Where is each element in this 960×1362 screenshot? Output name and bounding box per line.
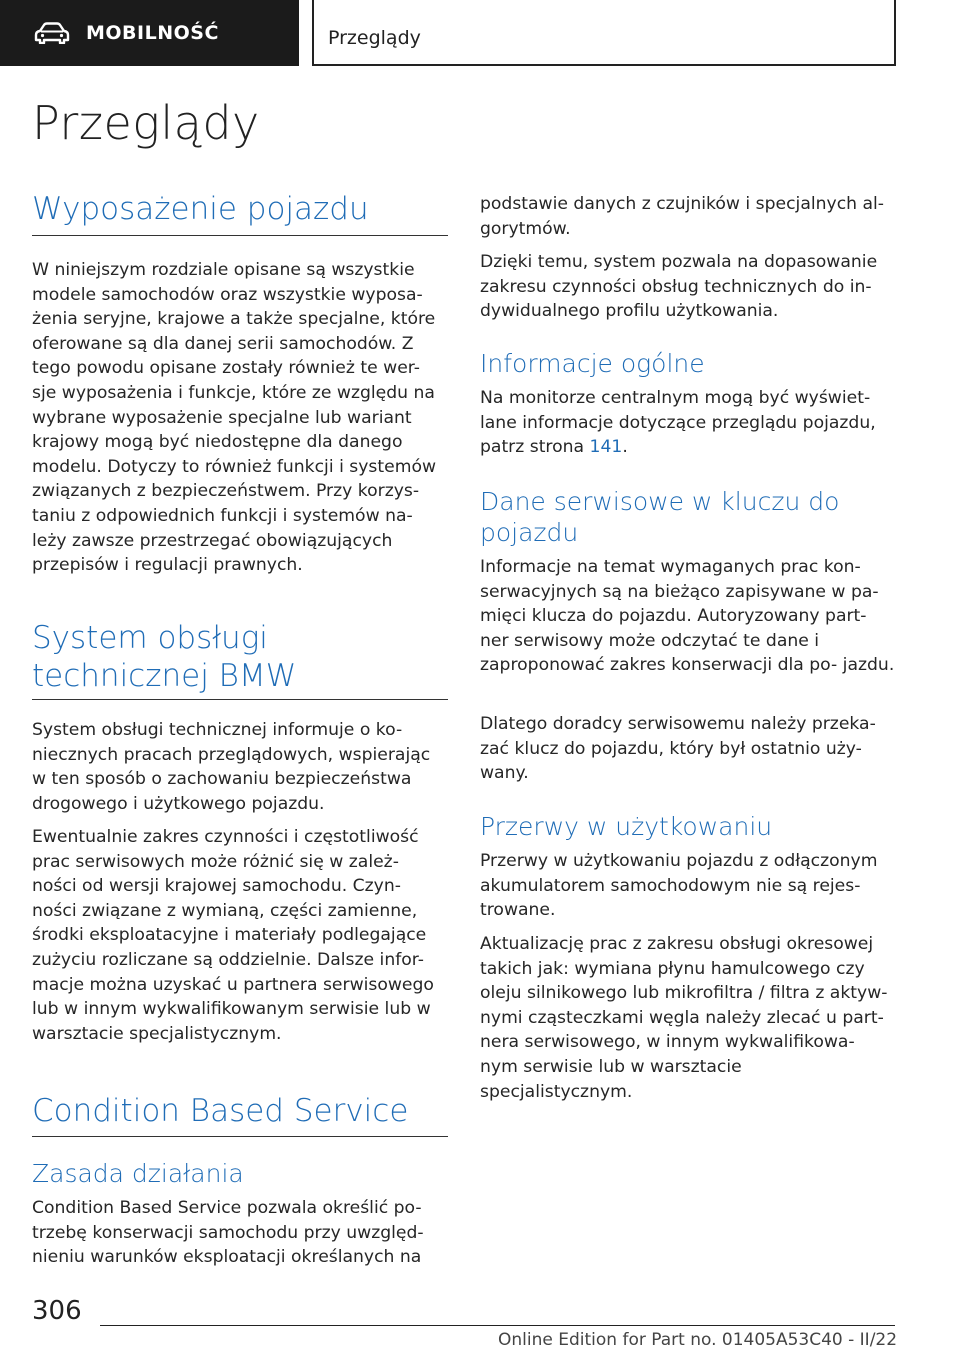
breadcrumb-label: Przeglądy [328, 27, 421, 49]
paragraph-principle-adaptation: Dzięki temu, system pozwala na dopasowanie zakresu czynności obsług technicznych do in- dywidualnego profilu użytkowania. [480, 252, 878, 322]
page-header [0, 0, 960, 66]
heading-equipment: Wyposażenie pojazdu [32, 191, 369, 227]
section-label: MOBILNOŚĆ [86, 22, 219, 44]
heading-maintenance-system: System obsługi technicznej BMW [32, 620, 297, 694]
section-tab [0, 0, 299, 66]
heading-general-info: Informacje ogólne [480, 349, 705, 378]
paragraph-principle: Condition Based Service pozwala określić po- trzebę konserwacji samochodu przy uwzględ- nieniu warunków eksploatacji określanych na [32, 1198, 424, 1268]
page-number: 306 [32, 1296, 82, 1326]
breadcrumb [312, 0, 896, 66]
paragraph-system-2: Ewentualnie zakres czynności i częstotliwość prac serwisowych może różnić się w zależ- ności od wersji krajowej samochodu. Czyn- ności związane z wymianą, części zamienne, środki eksploatacyjne i materiały podlegające zużyciu rozliczane są oddzielnie. Dalsze infor- macje można uzyskać u partnera serwisowego lub w innym wykwalifikowanym serwisie lub w warsztacie specjalistycznym. [32, 827, 434, 1044]
heading-key-service-data: Dane serwisowe w kluczu do pojazdu [480, 487, 840, 547]
paragraph-principle-continued: podstawie danych z czujników i specjalnych al- gorytmów. [480, 194, 885, 239]
divider [32, 699, 448, 700]
general-info-end: . [622, 437, 628, 458]
paragraph-key-data-1: Informacje na temat wymaganych prac kon- serwacyjnych są na bieżąco zapisywane w pa- mięci klucza do pojazdu. Autoryzowany part- ner serwisowy może odczytać te dane i zaproponować zakres konserwacji dla po- jazdu. [480, 557, 895, 676]
paragraph-system-1: System obsługi technicznej informuje o ko- niecznych pracach przeglądowych, wspierając w ten sposób o zachowaniu bezpieczeństwa drogowego i użytkowego pojazdu. [32, 720, 431, 814]
footer-divider [100, 1325, 895, 1326]
paragraph-breaks-1: Przerwy w użytkowaniu pojazdu z odłączonym akumulatorem samochodowym nie są rejes- trowane. [480, 851, 878, 921]
page-reference-link[interactable]: 141 [589, 437, 623, 458]
divider [32, 1136, 448, 1137]
heading-usage-breaks: Przerwy w użytkowaniu [480, 812, 773, 841]
general-info-text: Na monitorze centralnym mogą być wyświet- lane informacje dotyczące przeglądu pojazdu, patrz strona [480, 388, 876, 458]
car-icon [34, 22, 70, 44]
divider [32, 235, 448, 236]
edition-footer: Online Edition for Part no. 01405A53C40 - II/22 [498, 1330, 898, 1350]
paragraph-breaks-2: Aktualizację prac z zakresu obsługi okresowej takich jak: wymiana płynu hamulcowego czy oleju silnikowego lub mikrofiltra / filtra z aktyw- nymi cząsteczkami węgla należy zlecać u part- nera serwisowego, w innym wykwalifikowa- nym serwisie lub w warsztacie specjalistycznym. [480, 934, 888, 1102]
page-title: Przeglądy [32, 96, 260, 150]
heading-principle: Zasada działania [32, 1159, 244, 1188]
paragraph-key-data-2: Dlatego doradcy serwisowemu należy przeka- zać klucz do pojazdu, który był ostatnio uży- wany. [480, 714, 876, 784]
paragraph-equipment: W niniejszym rozdziale opisane są wszystkie modele samochodów oraz wszystkie wyposa- żenia seryjne, krajowe a także specjalne, które oferowane są dla danej serii samochodów. Z tego powodu opisane zostały również te wer- sje wyposażenia i funkcje, które ze względu na wybrane wyposażenie specjalne lub wariant krajowy mogą być niedostępne dla danego modelu. Dotyczy to również funkcji i systemów związanych z bezpieczeństwem. Przy korzys- taniu z odpowiednich funkcji i systemów na- leży zawsze przestrzegać obowiązujących przepisów i regulacji prawnych. [32, 260, 437, 576]
heading-condition-based-service: Condition Based Service [32, 1093, 409, 1129]
paragraph-general-info [480, 386, 896, 460]
